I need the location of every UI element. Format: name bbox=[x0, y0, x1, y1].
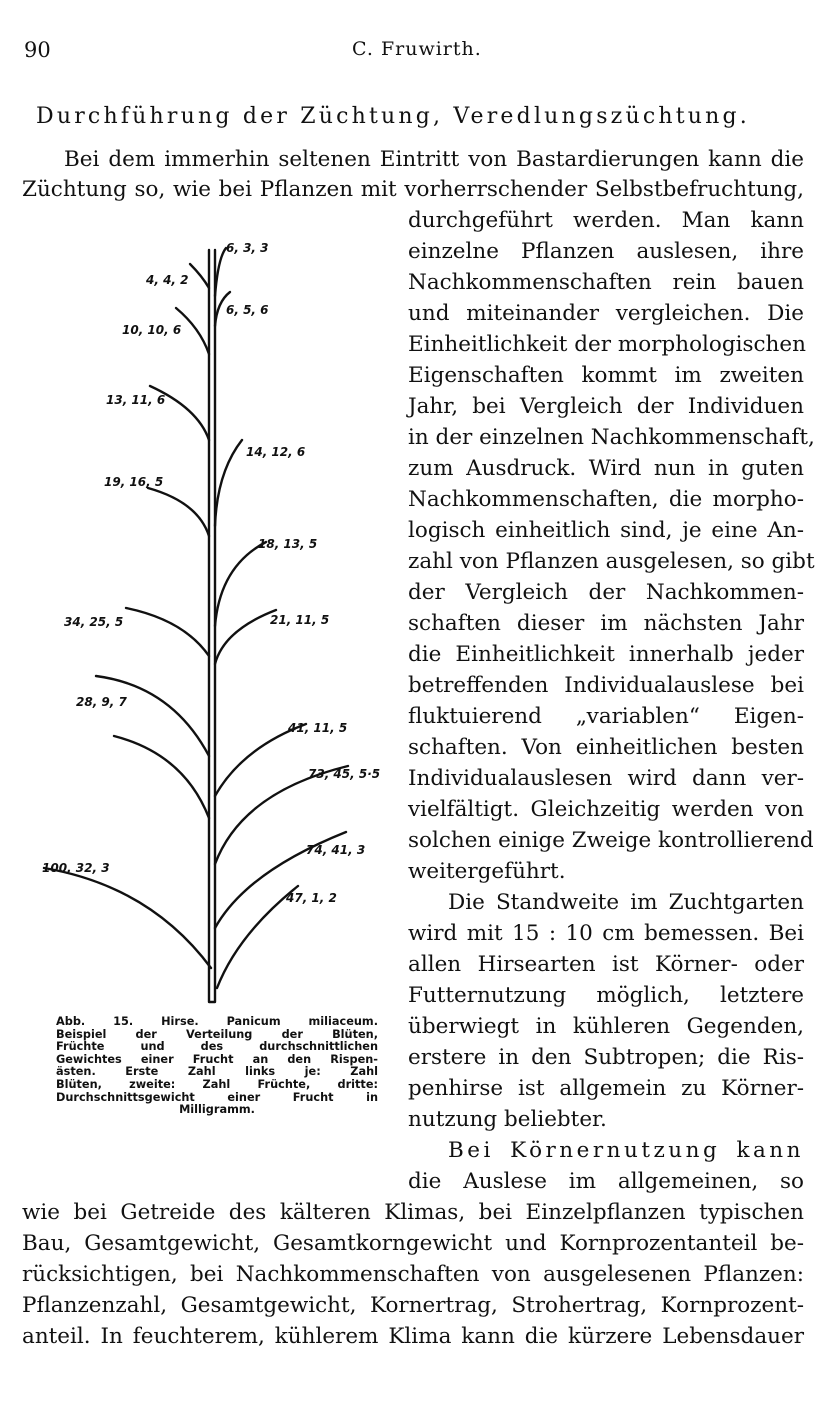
panicle-drawing bbox=[30, 236, 396, 1014]
body-line: zum Ausdruck. Wird nun in guten bbox=[408, 456, 804, 481]
figure-label: 100, 32, 3 bbox=[42, 861, 110, 875]
branch bbox=[215, 440, 242, 526]
figure-label: 34, 25, 5 bbox=[64, 615, 124, 629]
body-line: schaften dieser im nächsten Jahr bbox=[408, 611, 804, 636]
body-line: zahl von Pflanzen ausgelesen, so gibt bbox=[408, 549, 815, 574]
figure-label: 47, 1, 2 bbox=[286, 891, 337, 905]
body-line: überwiegt in kühleren Gegenden, bbox=[408, 1014, 804, 1039]
body-line: die Einheitlichkeit innerhalb jeder bbox=[408, 642, 804, 667]
millet-panicle-figure bbox=[30, 236, 396, 1014]
section-title: Durchführung der Züchtung, Veredlungszüchtung. bbox=[36, 104, 750, 129]
body-line: fluktuierend „variablen“ Eigen- bbox=[408, 704, 804, 729]
branch bbox=[148, 488, 209, 536]
branch bbox=[114, 736, 209, 818]
body-line: Nachkommenschaften, die morpho- bbox=[408, 487, 804, 512]
figure-label: 73, 45, 5·5 bbox=[308, 767, 381, 781]
caption-line: Gewichtes einer Frucht an den Rispen- bbox=[56, 1052, 378, 1066]
body-line: Einheitlichkeit der morphologischen bbox=[408, 332, 806, 357]
figure-label: 14, 12, 6 bbox=[246, 445, 306, 459]
figure-label: 10, 10, 6 bbox=[122, 323, 182, 337]
caption-line: Beispiel der Verteilung der Blüten, bbox=[56, 1027, 378, 1041]
caption-line: Milligramm. bbox=[179, 1103, 255, 1117]
caption-line: Blüten, zweite: Zahl Früchte, dritte: bbox=[56, 1077, 378, 1091]
body-line: anteil. In feuchterem, kühlerem Klima kann die kürzere Lebensdauer bbox=[22, 1324, 804, 1349]
figure-label: 21, 11, 5 bbox=[270, 613, 330, 627]
body-line: Bei Körnernutzung kann bbox=[448, 1138, 804, 1163]
body-line: Pflanzenzahl, Gesamtgewicht, Kornertrag, Strohertrag, Kornprozent- bbox=[22, 1293, 804, 1318]
body-line: der Vergleich der Nachkommen- bbox=[408, 580, 804, 605]
body-line: in der einzelnen Nachkommenschaft, bbox=[408, 425, 815, 450]
body-line: Züchtung so, wie bei Pflanzen mit vorherrschender Selbstbefruchtung, bbox=[22, 177, 804, 202]
figure-label: 13, 11, 6 bbox=[106, 393, 166, 407]
body-line: vielfältigt. Gleichzeitig werden von bbox=[408, 797, 804, 822]
body-line: Nachkommenschaften rein bauen bbox=[408, 270, 804, 295]
page-number: 90 bbox=[24, 38, 51, 62]
branch bbox=[215, 248, 226, 296]
body-line: rücksichtigen, bei Nachkommenschaften von ausgelesenen Pflanzen: bbox=[22, 1262, 804, 1287]
caption-line: Durchschnittsgewicht einer Frucht in bbox=[56, 1090, 378, 1104]
caption-line: Abb. 15. Hirse. Panicum miliaceum. bbox=[56, 1015, 378, 1028]
body-line: Die Standweite im Zuchtgarten bbox=[448, 890, 804, 915]
body-line: wie bei Getreide des kälteren Klimas, bei Einzelpflanzen typischen bbox=[22, 1200, 804, 1225]
body-line: penhirse ist allgemein zu Körner- bbox=[408, 1076, 804, 1101]
caption-line: Früchte und des durchschnittlichen bbox=[56, 1040, 378, 1054]
body-line: Eigenschaften kommt im zweiten bbox=[408, 363, 804, 388]
body-line: wird mit 15 : 10 cm bemessen. Bei bbox=[408, 921, 804, 946]
branch bbox=[126, 608, 209, 656]
body-line: Futternutzung möglich, letztere bbox=[408, 983, 804, 1008]
figure-label: 74, 41, 3 bbox=[306, 843, 366, 857]
figure-label: 19, 16, 5 bbox=[104, 475, 164, 489]
body-line: einzelne Pflanzen auslesen, ihre bbox=[408, 239, 804, 264]
figure-label: 4, 4, 2 bbox=[146, 273, 189, 287]
caption-line: ästen. Erste Zahl links je: Zahl bbox=[56, 1065, 378, 1079]
body-line: schaften. Von einheitlichen besten bbox=[408, 735, 804, 760]
body-line: und miteinander vergleichen. Die bbox=[408, 301, 804, 326]
figure-label: 41, 11, 5 bbox=[288, 721, 348, 735]
branch bbox=[190, 264, 209, 288]
body-line: logisch einheitlich sind, je eine An- bbox=[408, 518, 804, 543]
figure-label: 18, 13, 5 bbox=[258, 537, 318, 551]
running-head-author: C. Fruwirth. bbox=[352, 38, 482, 60]
branch bbox=[44, 868, 211, 968]
body-line: erstere in den Subtropen; die Ris- bbox=[408, 1045, 804, 1070]
body-line: allen Hirsearten ist Körner- oder bbox=[408, 952, 804, 977]
figure-caption bbox=[56, 1016, 378, 1117]
branch bbox=[215, 610, 276, 664]
body-line: weitergeführt. bbox=[408, 859, 566, 884]
body-line: betreffenden Individualauslese bei bbox=[408, 673, 804, 698]
figure-label: 6, 5, 6 bbox=[226, 303, 269, 317]
body-line: Individualauslesen wird dann ver- bbox=[408, 766, 804, 791]
branch bbox=[96, 676, 209, 756]
figure-label: 28, 9, 7 bbox=[76, 695, 127, 709]
body-line: solchen einige Zweige kontrollierend bbox=[408, 828, 814, 853]
body-line: Bau, Gesamtgewicht, Gesamtkorngewicht und Kornprozentanteil be- bbox=[22, 1231, 804, 1256]
figure-label: 6, 3, 3 bbox=[226, 241, 269, 255]
body-line: die Auslese im allgemeinen, so bbox=[408, 1169, 804, 1194]
body-line: Bei dem immerhin seltenen Eintritt von Bastardierungen kann die bbox=[64, 147, 804, 172]
body-line: Jahr, bei Vergleich der Individuen bbox=[408, 394, 804, 419]
body-line: durchgeführt werden. Man kann bbox=[408, 208, 804, 233]
branch bbox=[215, 542, 266, 626]
body-line: nutzung beliebter. bbox=[408, 1107, 607, 1132]
